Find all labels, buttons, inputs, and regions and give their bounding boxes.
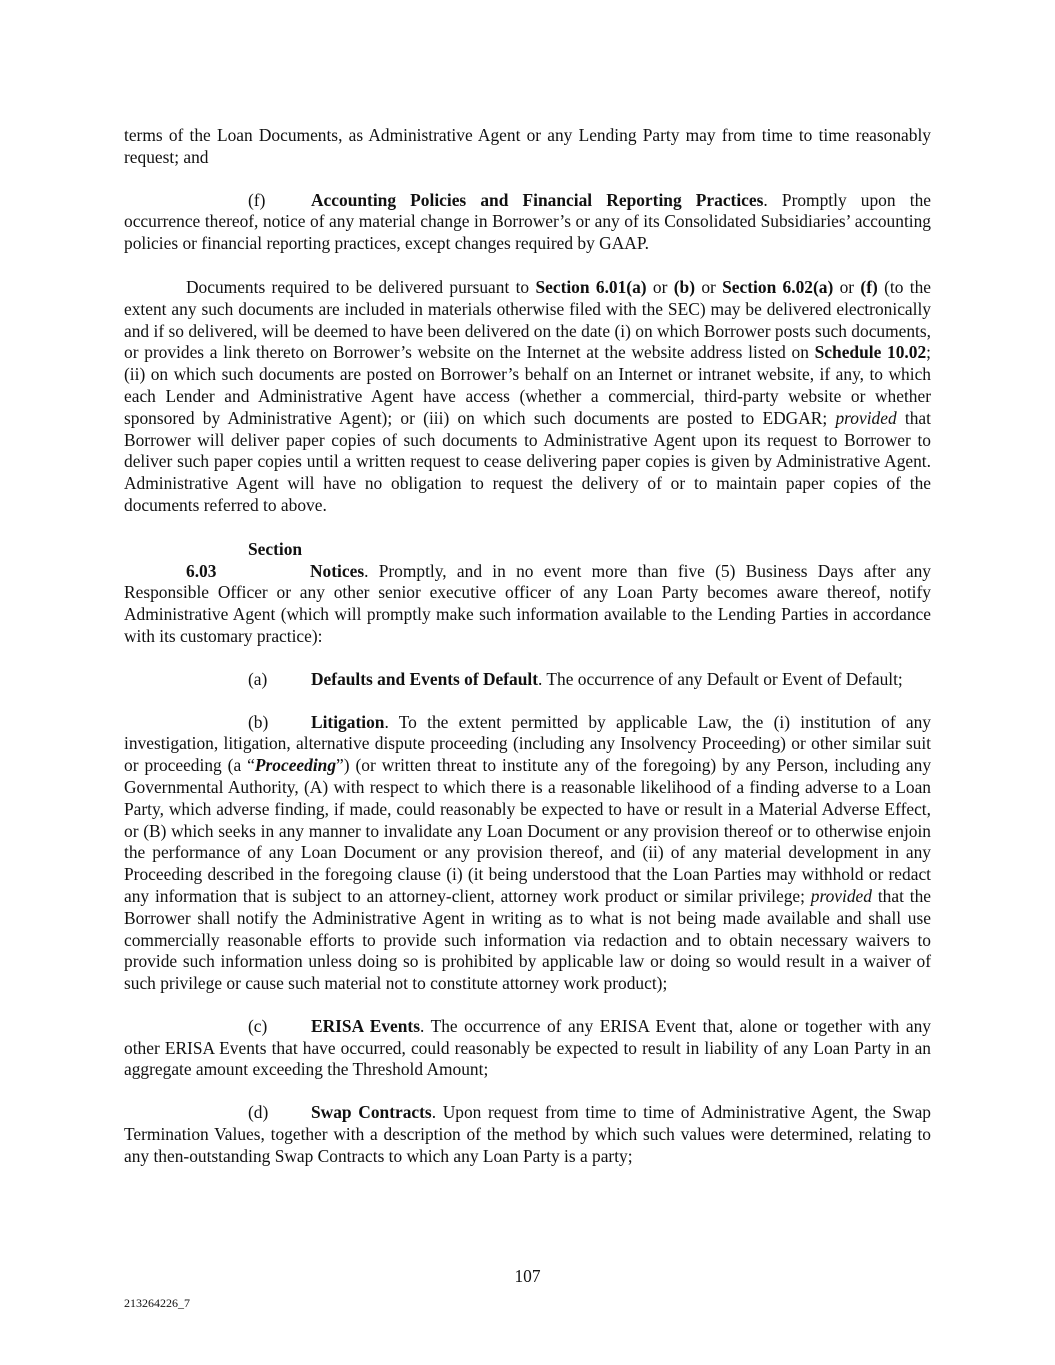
clause-f [124,190,931,255]
clause-a [124,669,931,691]
section-6-03-paragraph [124,539,931,648]
section-body: . Promptly, and in no event more than five (5) Business Days after any Responsible Officer or any other senior executive officer of any Loan Party becomes aware thereof, notify Administrative Agent (which will promptly make such information available to the Lending Parties in accordance with its customary practice): [124,560,931,646]
clause-heading: Defaults and Events of Default [311,668,539,689]
clause-heading: Litigation [311,711,385,732]
clause-heading: ERISA Events [311,1015,420,1036]
documents-delivery-paragraph [124,277,931,517]
clause-number: (f) [248,189,266,210]
clause-number: (c) [248,1015,268,1036]
text-run: ; (ii) on which such documents are posted on Borrower’s behalf on an Internet or intranet website, if any, to which each Lender and Administrative Agent have access (whether a commercial, third-party website or whether sponsored by Administrative Agent); or (iii) on which such documents are posted to EDGAR; [124,342,931,428]
text-run: or [695,276,723,297]
clause-body: . To the extent permitted by applicable Law, the (i) institution of any investigation, litigation, alternative dispute proceeding (including any Insolvency Proceeding) or other similar suit or proceeding (a “ [124,711,931,776]
clause-b [124,712,931,995]
section-number: Section 6.03 [186,538,303,581]
clause-body: . The occurrence of any ERISA Event that, alone or together with any other ERISA Events that have occurred, could reasonably be expected to result in liability of any Loan Party in an aggregate amount exceeding the Threshold Amount; [124,1015,931,1080]
text-run: or [646,276,674,297]
document-body [124,125,931,1189]
clause-number: (d) [248,1102,269,1123]
clause-number: (b) [248,711,269,732]
clause-heading: Swap Contracts [311,1102,432,1123]
clause-body: . Promptly upon the occurrence thereof, notice of any material change in Borrower’s or any of its Consolidated Subsidiaries’ accounting policies or financial reporting practices, except changes required by GAAP. [124,189,931,254]
text-run: Documents required to be delivered pursuant to [186,276,536,297]
document-id: 213264226_7 [124,1296,190,1310]
section-reference: (f) [860,276,878,297]
provided-term: provided [835,407,897,428]
clause-c [124,1016,931,1081]
clause-body: . The occurrence of any Default or Event of Default; [538,668,903,689]
clause-d [124,1102,931,1167]
section-reference: (b) [673,276,695,297]
clause-body: that the Borrower shall notify the Administrative Agent in writing as to what is not being made available and shall use commercially reasonable efforts to provide such information via redaction and to obtain necessary waivers to provide such information unless doing so is prohibited by applicable law or doing so would result in a waiver of such privilege or cause such material not to constitute attorney work product); [124,885,931,994]
schedule-reference: Schedule 10.02 [814,342,927,363]
clause-body: . Upon request from time to time of Administrative Agent, the Swap Termination Values, together with a description of the method by which such values were determined, relating to any then-outstanding Swap Contracts to which any Loan Party is a party; [124,1102,931,1166]
section-heading: Notices [310,560,365,581]
text-run: (to the extent any such documents are included in materials otherwise filed with the SEC) may be delivered electronically and if so delivered, will be deemed to have been delivered on the date (i) on which Borrower posts such documents, or provides a link thereto on Borrower’s website on the Internet at the website address listed on [124,276,932,363]
paragraph-continuation: terms of the Loan Documents, as Administrative Agent or any Lending Party may from time to time reasonably request; and [124,125,931,167]
provided-term: provided [810,885,872,906]
defined-term: Proceeding [254,755,337,776]
page-number: 107 [514,1266,541,1286]
text-run: or [833,276,861,297]
section-reference: Section 6.02(a) [722,276,834,297]
text-run: that Borrower will deliver paper copies of such documents to Administrative Agent upon its request to Borrower to deliver such paper copies until a written request to cease delivering paper copies is given by Administrative Agent. Administrative Agent will have no obligation to request the delivery of or to maintain paper copies of the documents referred to above. [124,407,931,515]
clause-number: (a) [248,668,268,689]
clause-heading: Accounting Policies and Financial Reporting Practices [311,189,764,210]
clause-body: ”) (or written threat to institute any of the foregoing) by any Person, including any Governmental Authority, (A) with respect to which there is a reasonable likelihood of a finding adverse to a Loan Party, which adverse finding, if made, could reasonably be expected to have or result in a Material Adverse Effect, or (B) which seeks in any manner to invalidate any Loan Document or any provision thereof or to otherwise enjoin the performance of any Loan Document or any provision thereof, and (ii) of any material development in any Proceeding described in the foregoing clause (i) (it being understood that the Loan Parties may withhold or redact any information that is subject to an attorney-client, attorney work product or similar privilege; [124,755,932,906]
section-reference: Section 6.01(a) [535,276,647,297]
